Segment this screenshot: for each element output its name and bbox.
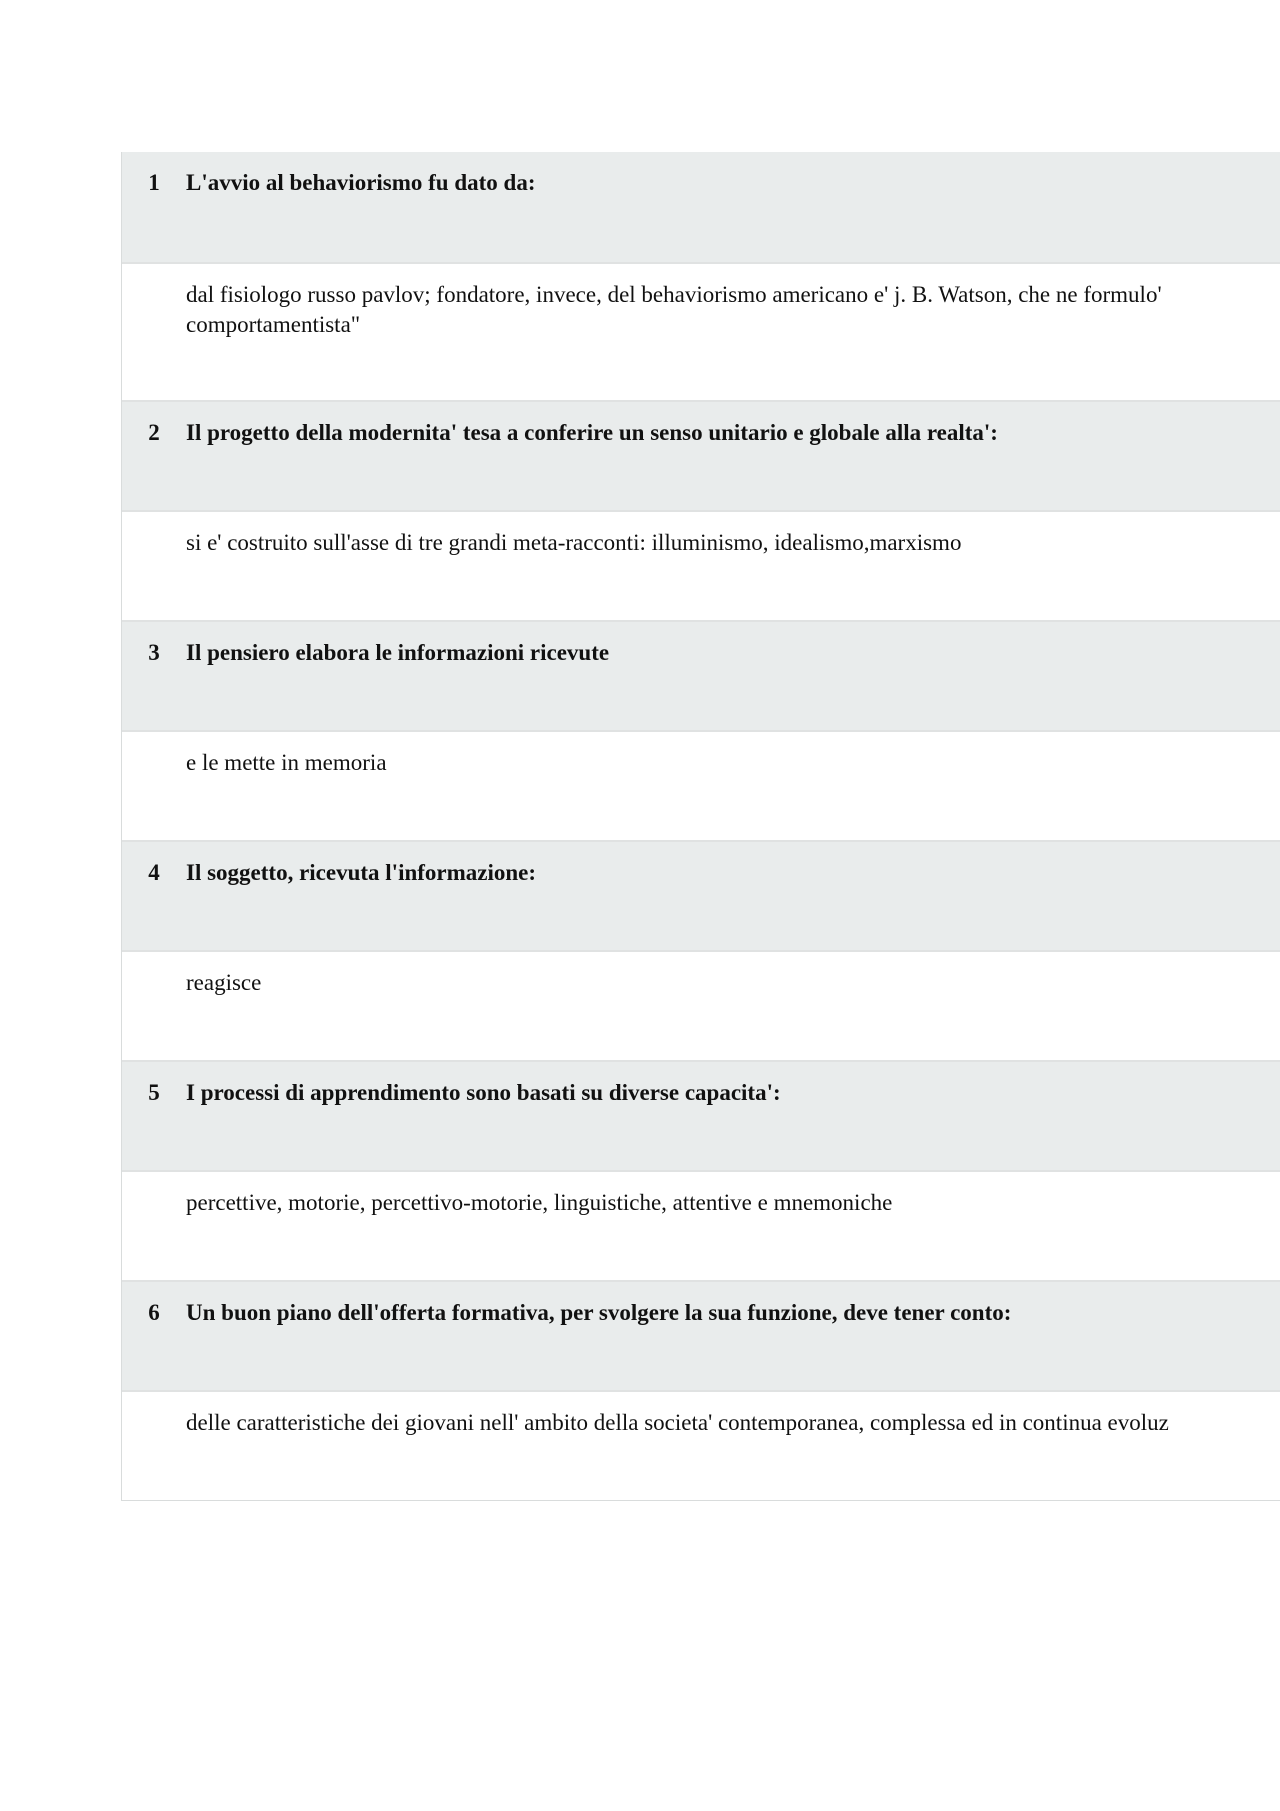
answer-number-spacer — [122, 732, 186, 750]
answer-number-spacer — [122, 512, 186, 530]
qa-item-3 — [122, 620, 1280, 840]
answer-text — [186, 732, 1280, 778]
question-number: 4 — [148, 860, 160, 885]
answer-row — [122, 950, 1280, 1060]
answer-line: delle caratteristiche dei giovani nell' ambito della societa' contemporanea, complessa ed in continua evoluz — [186, 1410, 1169, 1435]
question-row — [122, 1060, 1280, 1170]
answer-line: dal fisiologo russo pavlov; fondatore, invece, del behaviorismo americano e' j. B. Watson, che ne formulo' — [186, 282, 1162, 307]
answer-line: e le mette in memoria — [186, 750, 387, 775]
answer-row — [122, 730, 1280, 840]
question-row — [122, 400, 1280, 510]
answer-line: si e' costruito sull'asse di tre grandi meta-racconti: illuminismo, idealismo,marxismo — [186, 530, 962, 555]
qa-item-2 — [122, 400, 1280, 620]
quiz-table — [121, 152, 1280, 1501]
question-number: 5 — [148, 1080, 160, 1105]
answer-text — [186, 264, 1280, 340]
question-number: 1 — [148, 170, 160, 195]
qa-item-1 — [122, 152, 1280, 400]
question-text: Un buon piano dell'offerta formativa, per svolgere la sua funzione, deve tener conto: — [186, 1300, 1012, 1325]
answer-number-spacer — [122, 1392, 186, 1410]
answer-row — [122, 1390, 1280, 1500]
answer-line: percettive, motorie, percettivo-motorie, linguistiche, attentive e mnemoniche — [186, 1190, 893, 1215]
answer-number-spacer — [122, 264, 186, 282]
question-number: 2 — [148, 420, 160, 445]
qa-item-5 — [122, 1060, 1280, 1280]
answer-text — [186, 1392, 1280, 1438]
question-number: 6 — [148, 1300, 160, 1325]
question-number: 3 — [148, 640, 160, 665]
answer-number-spacer — [122, 952, 186, 970]
question-text: Il soggetto, ricevuta l'informazione: — [186, 860, 537, 885]
question-row — [122, 152, 1280, 262]
qa-item-4 — [122, 840, 1280, 1060]
answer-row — [122, 510, 1280, 620]
answer-line: comportamentista" — [186, 312, 361, 337]
qa-item-6 — [122, 1280, 1280, 1500]
answer-text — [186, 512, 1280, 558]
question-text: Il pensiero elabora le informazioni ricevute — [186, 640, 610, 665]
question-text: L'avvio al behaviorismo fu dato da: — [186, 170, 536, 195]
question-row — [122, 1280, 1280, 1390]
question-text: Il progetto della modernita' tesa a conferire un senso unitario e globale alla realta': — [186, 420, 998, 445]
question-text: I processi di apprendimento sono basati su diverse capacita': — [186, 1080, 781, 1105]
answer-text — [186, 1172, 1280, 1218]
question-row — [122, 620, 1280, 730]
answer-row — [122, 262, 1280, 400]
answer-line: reagisce — [186, 970, 262, 995]
answer-row — [122, 1170, 1280, 1280]
question-row — [122, 840, 1280, 950]
answer-text — [186, 952, 1280, 998]
answer-number-spacer — [122, 1172, 186, 1190]
